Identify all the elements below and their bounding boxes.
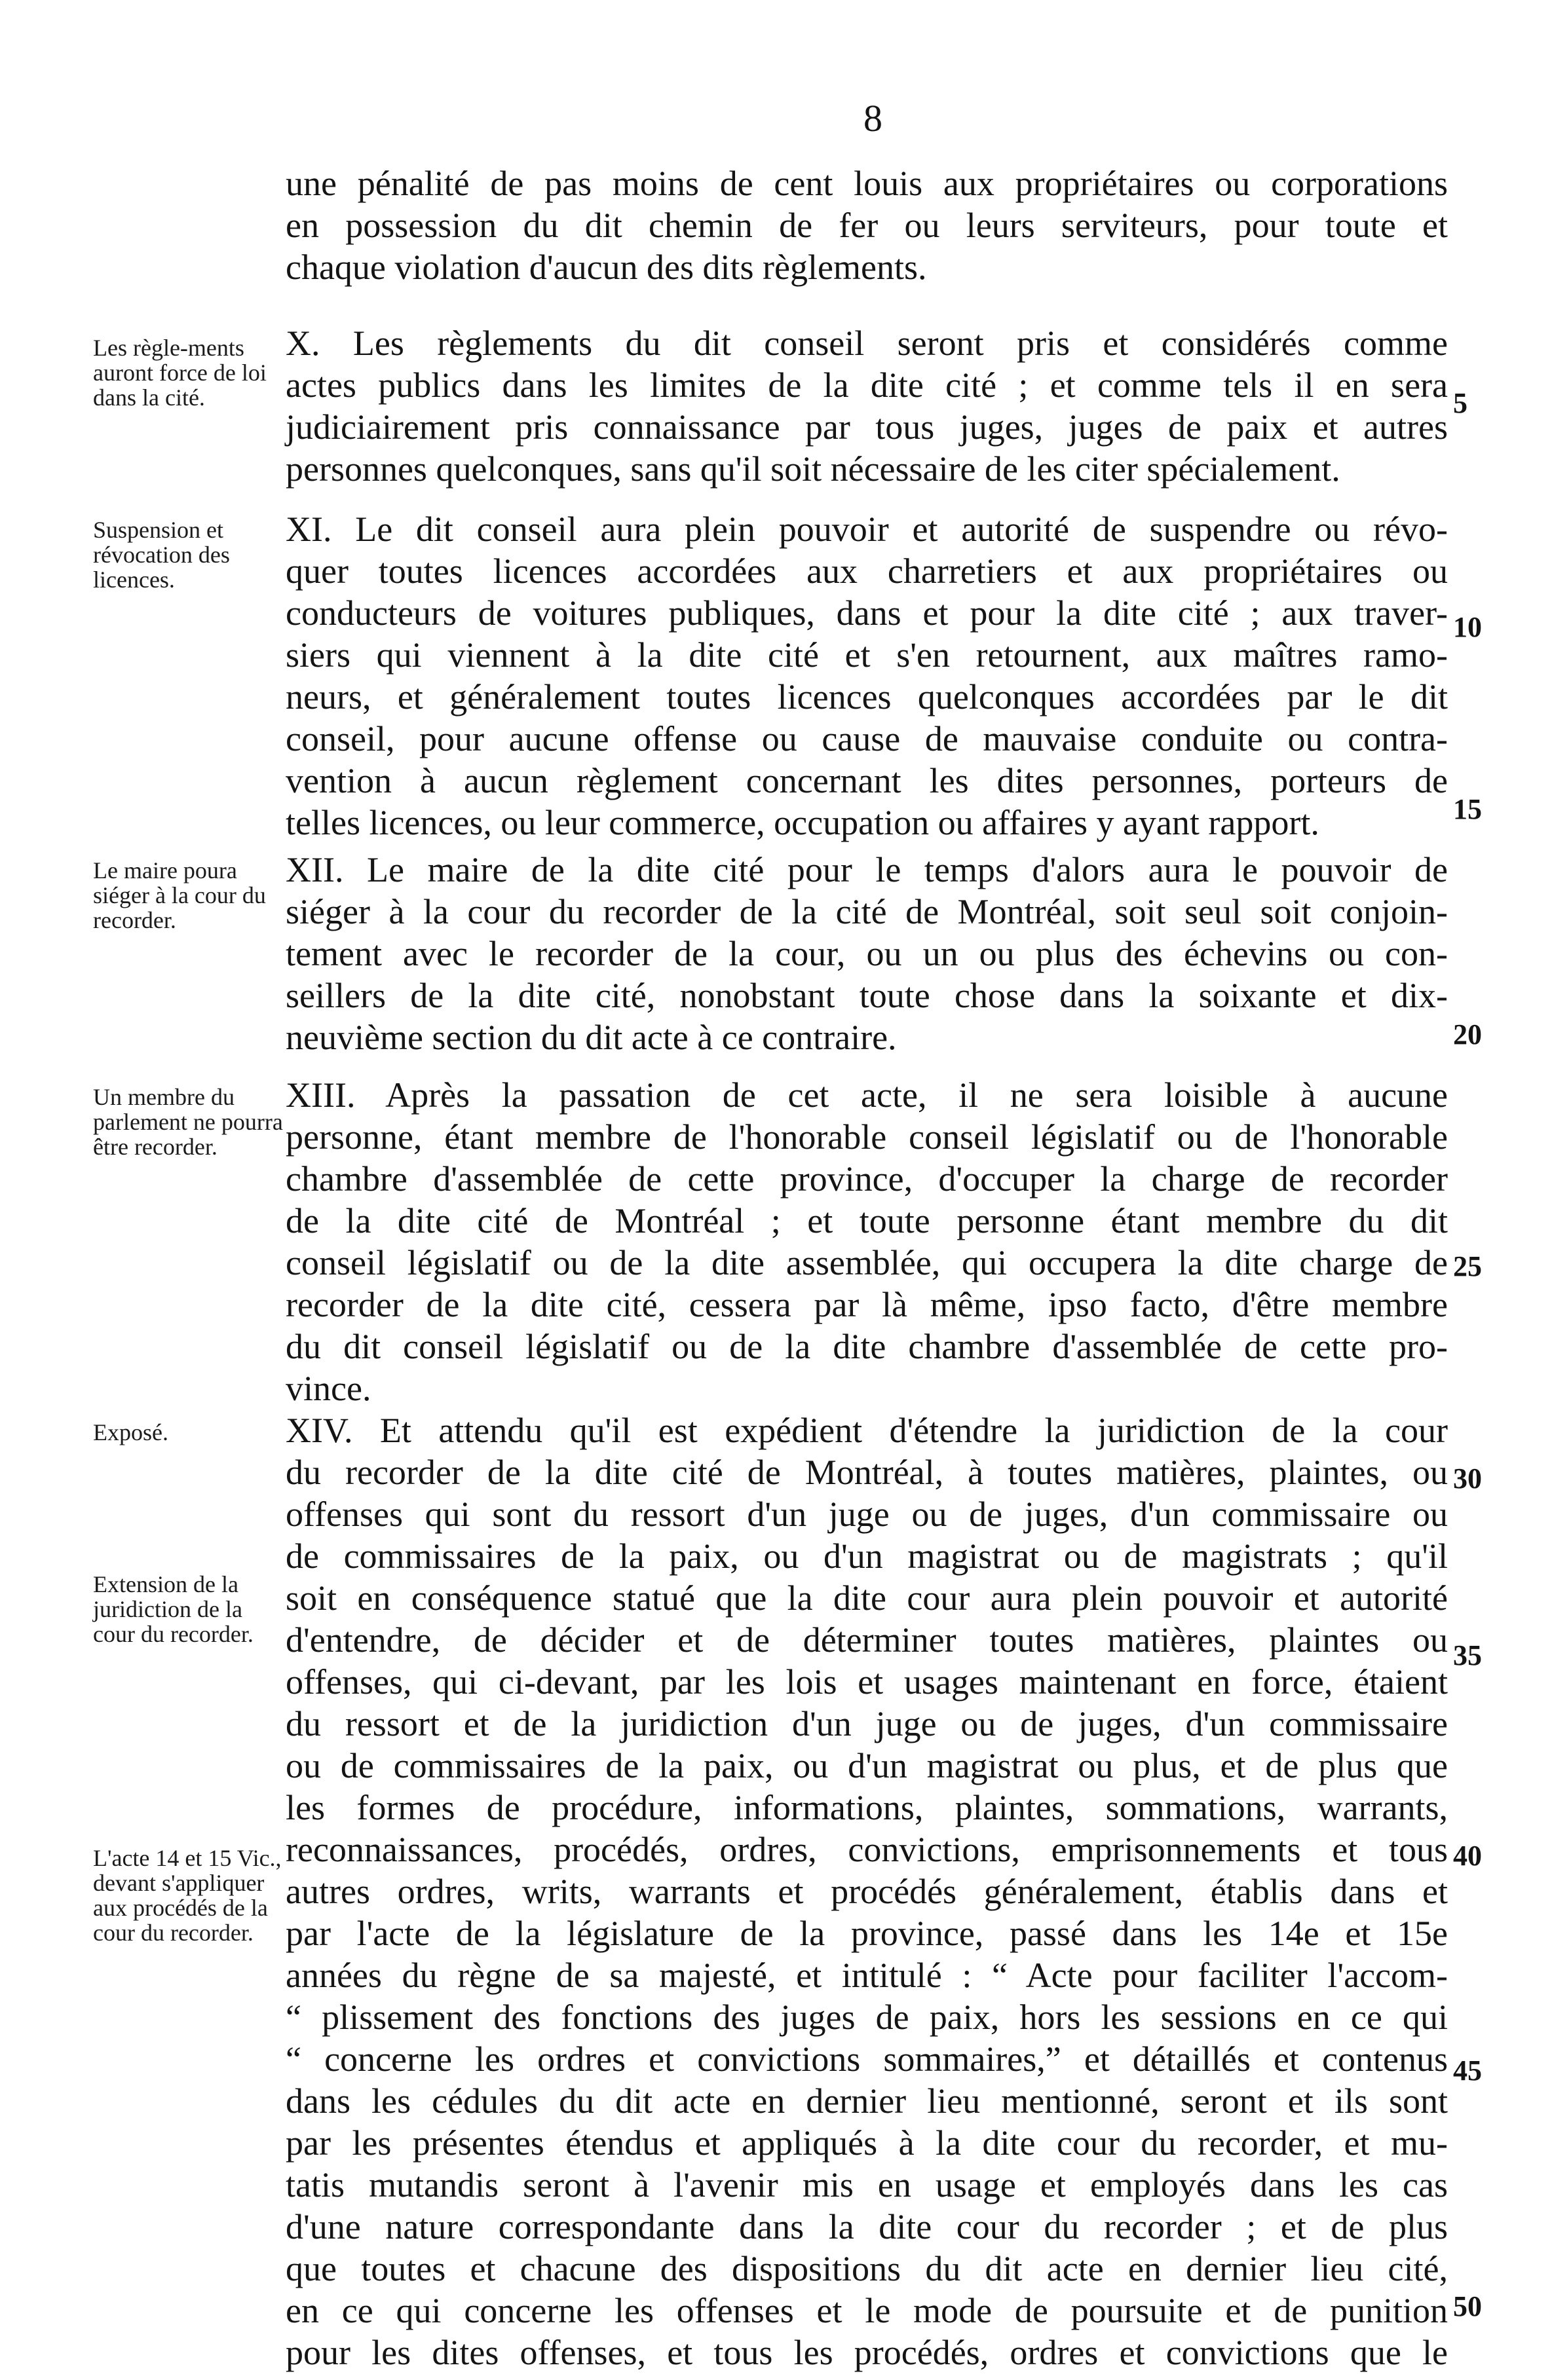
text-line: du ressort et de la juridiction d'un juge ou de juges, d'un commissaire bbox=[286, 1704, 1448, 1743]
margin-note-extension-juridiction: Extension de la juridiction de la cour du recorder. bbox=[93, 1571, 254, 1647]
text-line: ou de commissaires de la paix, ou d'un magistrat ou plus, et de plus que bbox=[286, 1746, 1448, 1785]
margin-note-reglements: Les règle-ments auront force de loi dans la cité. bbox=[93, 335, 267, 411]
text-line: une pénalité de pas moins de cent louis aux propriétaires ou corporations bbox=[286, 164, 1448, 203]
text-line: offenses, qui ci-devant, par les lois et usages maintenant en force, étaient bbox=[286, 1662, 1448, 1701]
text-line: conseil, pour aucune offense ou cause de mauvaise conduite ou contra- bbox=[286, 719, 1448, 758]
text-line: recorder de la dite cité, cessera par là même, ipso facto, d'être membre bbox=[286, 1285, 1448, 1324]
text-line: “ concerne les ordres et convictions sommaires,” et détaillés et contenus bbox=[286, 2039, 1448, 2079]
margin-note-acte-14-15-vic: L'acte 14 et 15 Vic., devant s'appliquer aux procédés de la cour du recorder. bbox=[93, 1845, 282, 1946]
section-xiv bbox=[286, 1409, 1448, 2373]
line-number: 30 bbox=[1453, 1462, 1482, 1495]
text-line: chambre d'assemblée de cette province, d'occuper la charge de recorder bbox=[286, 1159, 1448, 1199]
line-number: 40 bbox=[1453, 1840, 1482, 1872]
text-line: personne, étant membre de l'honorable conseil législatif ou de l'honorable bbox=[286, 1117, 1448, 1157]
text-line: par l'acte de la législature de la province, passé dans les 14e et 15e bbox=[286, 1914, 1448, 1953]
text-line: tatis mutandis seront à l'avenir mis en usage et employés dans les cas bbox=[286, 2165, 1448, 2204]
line-number: 10 bbox=[1453, 611, 1482, 643]
text-line: actes publics dans les limites de la dite cité ; et comme tels il en sera bbox=[286, 365, 1448, 405]
line-number: 20 bbox=[1453, 1018, 1482, 1051]
line-number: 35 bbox=[1453, 1639, 1482, 1671]
text-line: en possession du dit chemin de fer ou leurs serviteurs, pour toute et bbox=[286, 206, 1448, 245]
text-line: du recorder de la dite cité de Montréal, à toutes matières, plaintes, ou bbox=[286, 1453, 1448, 1492]
text-line: offenses qui sont du ressort d'un juge ou de juges, d'un commissaire ou bbox=[286, 1495, 1448, 1534]
text-line: conducteurs de voitures publiques, dans et pour la dite cité ; aux traver- bbox=[286, 593, 1448, 633]
text-line: du dit conseil législatif ou de la dite chambre d'assemblée de cette pro- bbox=[286, 1327, 1448, 1366]
line-number: 25 bbox=[1453, 1250, 1482, 1282]
text-line: judiciairement pris connaissance par tous juges, juges de paix et autres bbox=[286, 407, 1448, 447]
line-number: 50 bbox=[1453, 2290, 1482, 2322]
text-line: XII. Le maire de la dite cité pour le temps d'alors aura le pouvoir de bbox=[286, 850, 1448, 889]
text-line: par les présentes étendus et appliqués à la dite cour du recorder, et mu- bbox=[286, 2123, 1448, 2163]
text-line: autres ordres, writs, warrants et procédés généralement, établis dans et bbox=[286, 1872, 1448, 1911]
text-line: de la dite cité de Montréal ; et toute personne étant membre du dit bbox=[286, 1201, 1448, 1240]
text-line: neuvième section du dit acte à ce contraire. bbox=[286, 1018, 897, 1057]
text-line: que toutes et chacune des dispositions du dit acte en dernier lieu cité, bbox=[286, 2249, 1448, 2288]
text-line: quer toutes licences accordées aux charretiers et aux propriétaires ou bbox=[286, 551, 1448, 591]
margin-note-maire: Le maire poura siéger à la cour du recorder. bbox=[93, 857, 266, 933]
text-line: telles licences, ou leur commerce, occupation ou affaires y ayant rapport. bbox=[286, 803, 1319, 842]
text-line: conseil législatif ou de la dite assemblée, qui occupera la dite charge de bbox=[286, 1243, 1448, 1282]
text-line: d'entendre, de décider et de déterminer toutes matières, plaintes ou bbox=[286, 1620, 1448, 1660]
margin-note-membre-parlement: Un membre du parlement ne pourra être recorder. bbox=[93, 1084, 283, 1160]
text-line: seillers de la dite cité, nonobstant toute chose dans la soixante et dix- bbox=[286, 976, 1448, 1015]
text-line: vince. bbox=[286, 1369, 371, 1408]
text-line: siéger à la cour du recorder de la cité de Montréal, soit seul soit conjoin- bbox=[286, 892, 1448, 931]
text-line: neurs, et généralement toutes licences quelconques accordées par le dit bbox=[286, 677, 1448, 716]
text-line: pour les dites offenses, et tous les procédés, ordres et convictions que le bbox=[286, 2333, 1448, 2372]
text-line: XIV. Et attendu qu'il est expédient d'étendre la juridiction de la cour bbox=[286, 1411, 1448, 1450]
text-line: vention à aucun règlement concernant les dites personnes, porteurs de bbox=[286, 761, 1448, 800]
text-line: reconnaissances, procédés, ordres, convictions, emprisonnements et tous bbox=[286, 1830, 1448, 1869]
margin-note-expose: Exposé. bbox=[93, 1419, 168, 1445]
text-line: en ce qui concerne les offenses et le mode de poursuite et de punition bbox=[286, 2291, 1448, 2330]
line-number: 15 bbox=[1453, 793, 1482, 825]
text-line: chaque violation d'aucun des dits règlements. bbox=[286, 248, 927, 287]
text-line: X. Les règlements du dit conseil seront pris et considérés comme bbox=[286, 324, 1448, 363]
text-line: dans les cédules du dit acte en dernier lieu mentionné, seront et ils sont bbox=[286, 2081, 1448, 2121]
section-xii bbox=[286, 849, 1448, 1058]
line-number: 5 bbox=[1453, 387, 1467, 419]
margin-note-suspension: Suspension et révocation des licences. bbox=[93, 517, 230, 593]
line-number: 45 bbox=[1453, 2055, 1482, 2087]
text-line: tement avec le recorder de la cour, ou un ou plus des échevins ou con- bbox=[286, 934, 1448, 973]
page-number: 8 bbox=[863, 97, 882, 139]
text-line: siers qui viennent à la dite cité et s'en retournent, aux maîtres ramo- bbox=[286, 635, 1448, 675]
text-line: années du règne de sa majesté, et intitulé : “ Acte pour faciliter l'accom- bbox=[286, 1956, 1448, 1995]
text-line: les formes de procédure, informations, plaintes, sommations, warrants, bbox=[286, 1788, 1448, 1827]
text-line: d'une nature correspondante dans la dite cour du recorder ; et de plus bbox=[286, 2207, 1448, 2246]
text-line: “ plissement des fonctions des juges de paix, hors les sessions en ce qui bbox=[286, 1998, 1448, 2037]
text-line: de commissaires de la paix, ou d'un magistrat ou de magistrats ; qu'il bbox=[286, 1536, 1448, 1576]
text-line: soit en conséquence statué que la dite cour aura plein pouvoir et autorité bbox=[286, 1578, 1448, 1618]
text-line: XI. Le dit conseil aura plein pouvoir et autorité de suspendre ou révo- bbox=[286, 510, 1448, 549]
text-line: XIII. Après la passation de cet acte, il ne sera loisible à aucune bbox=[286, 1075, 1448, 1115]
section-xiii bbox=[286, 1074, 1448, 1409]
text-line: personnes quelconques, sans qu'il soit nécessaire de les citer spécialement. bbox=[286, 449, 1340, 489]
section-xi bbox=[286, 508, 1448, 844]
section-x bbox=[286, 322, 1448, 490]
intro-paragraph bbox=[286, 162, 1448, 288]
